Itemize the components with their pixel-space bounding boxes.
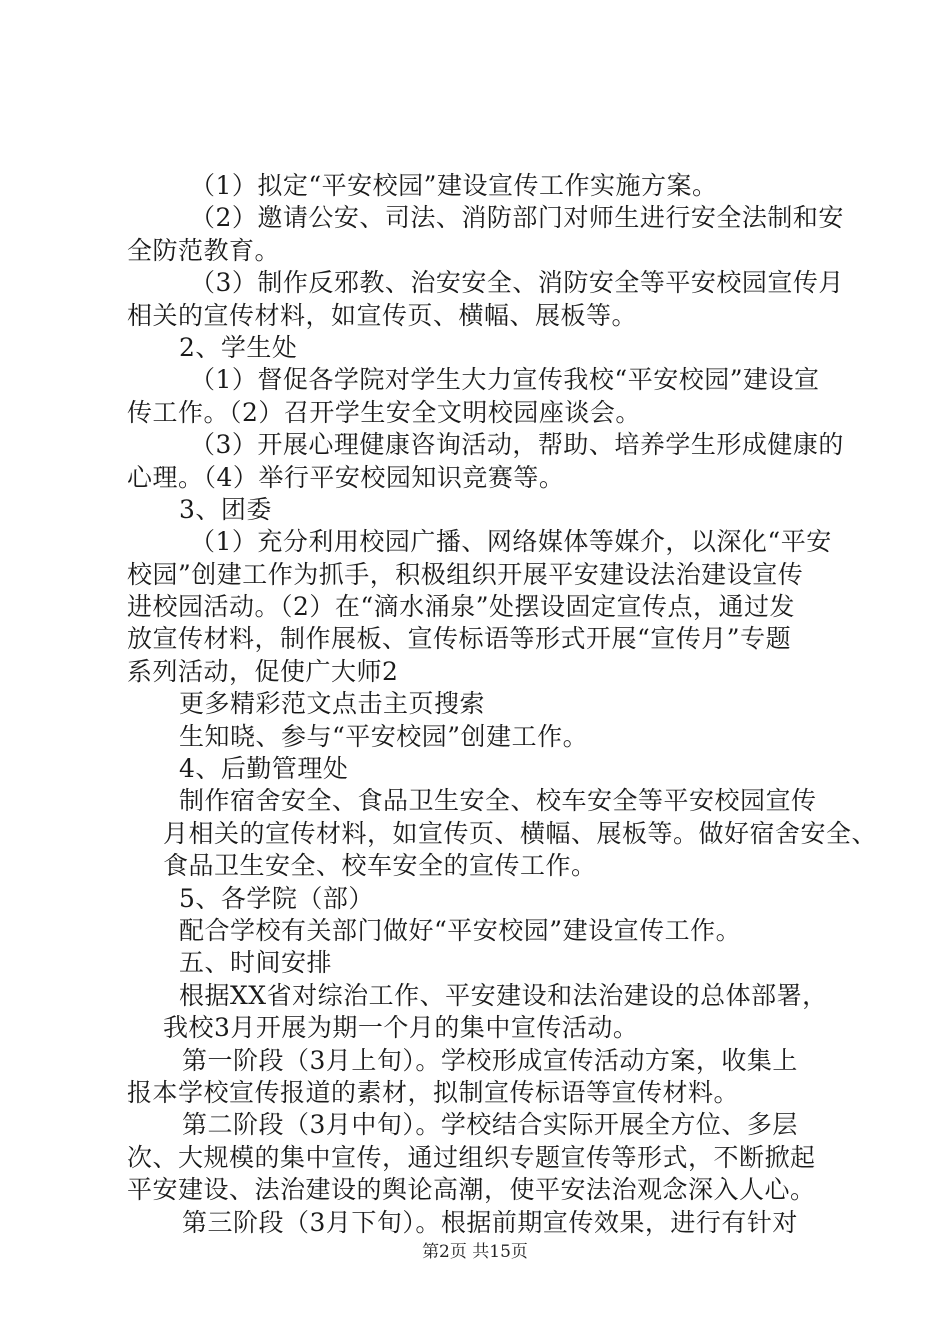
text-line: （3）开展心理健康咨询活动，帮助、培养学生形成健康的 [190,430,844,460]
text-line: 制作宿舍安全、食品卫生安全、校车安全等平安校园宣传 [179,786,817,816]
text-line: 放宣传材料，制作展板、宣传标语等形式开展“宣传月”专题 [127,624,792,654]
section-heading: 五、时间安排 [179,948,333,978]
promo-text: 更多精彩范文点击主页搜索 [179,689,486,719]
text-line: 生知晓、参与“平安校园”创建工作。 [179,721,589,751]
text-line: 报本学校宣传报道的素材，拟制宣传标语等宣传材料。 [127,1077,740,1107]
text-line: 我校3月开展为期一个月的集中宣传活动。 [163,1013,639,1043]
document-body [127,170,878,1239]
text-line: 平安建设、法治建设的舆论高潮，使平安法治观念深入人心。 [127,1175,816,1205]
text-line: （1）督促各学院对学生大力宣传我校“平安校园”建设宣 [190,365,820,395]
text-line: 月相关的宣传材料，如宣传页、横幅、展板等。做好宿舍安全、 [163,818,878,848]
text-line: 根据XX省对综治工作、平安建设和法治建设的总体部署， [179,980,828,1010]
text-line: （1）拟定“平安校园”建设宣传工作实施方案。 [190,171,718,200]
text-line: 食品卫生安全、校车安全的宣传工作。 [163,851,597,881]
text-line: （1）充分利用校园广播、网络媒体等媒介，以深化“平安 [190,527,832,557]
text-line: 进校园活动。（2）在“滴水涌泉”处摆设固定宣传点，通过发 [127,592,795,622]
text-line: 第一阶段（3月上旬）。学校形成宣传活动方案，收集上 [182,1045,798,1075]
section-heading: 3、团委 [179,494,272,524]
text-line: 配合学校有关部门做好“平安校园”建设宣传工作。 [179,915,742,945]
text-line: 第三阶段（3月下旬）。根据前期宣传效果，进行有针对 [182,1207,798,1237]
text-line: 全防范教育。 [127,235,281,265]
text-line: （3）制作反邪教、治安安全、消防安全等平安校园宣传月 [190,268,844,298]
section-heading: 5、各学院（部） [179,883,374,913]
text-line: 次、大规模的集中宣传，通过组织专题宣传等形式，不断掀起 [127,1142,816,1172]
section-heading: 2、学生处 [179,332,298,362]
text-line: 第二阶段（3月中旬）。学校结合实际开展全方位、多层 [182,1110,798,1140]
text-line: 相关的宣传材料，如宣传页、横幅、展板等。 [127,300,638,330]
text-line: （2）邀请公安、司法、消防部门对师生进行安全法制和安 [190,203,844,233]
text-line: 校园”创建工作为抓手，积极组织开展平安建设法治建设宣传 [127,559,804,589]
text-line: 心理。（4）举行平安校园知识竞赛等。 [127,462,565,492]
text-line: 系列活动，促使广大师2 [127,656,399,686]
text-line: 传工作。（2）召开学生安全文明校园座谈会。 [127,397,641,427]
section-heading: 4、后勤管理处 [179,754,349,784]
page-footer: 第2页 共15页 [422,1242,528,1262]
